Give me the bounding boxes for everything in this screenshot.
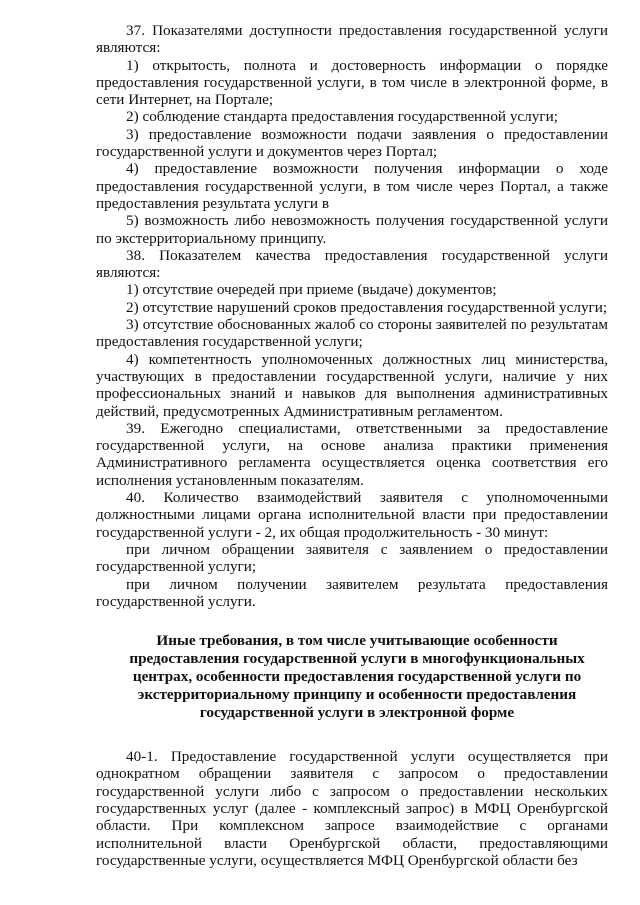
paragraph-40: 40. Количество взаимодействий заявителя с уполномоченными должностными лицами органа исполнительной власти при предоставлении государственной услуги - 2, их общая продолжительность - 30 минут: (96, 489, 608, 541)
list-item: 5) возможность либо невозможность получения государственной услуги по экстерриториальному принципу. (96, 212, 608, 247)
list-item: 4) компетентность уполномоченных должностных лиц министерства, участвующих в предоставлении государственной услуги, наличие у них профессиональных знаний и навыков для выполнения административных действий, предусмотренных Административным регламентом. (96, 350, 608, 420)
list-item: при личном получении заявителем результата предоставления государственной услуги. (96, 575, 608, 610)
section-heading: Иные требования, в том числе учитывающие особенности предоставления государственной услуги в многофункциональных центрах, особенности предоставления государственной услуги по экстерриториальному принципу и особенности предоставления государственной услуги в электронной форме (129, 632, 585, 722)
paragraph-40-1: 40-1. Предоставление государственной услуги осуществляется при однократном обращении заявителя с запросом о предоставлении государственной услуги либо с запросом о предоставлении нескольких государственных услуг (далее - комплексный запрос) в МФЦ Оренбургской области. При комплексном запросе взаимодействие с органами исполнительной власти Оренбургской области, предоставляющими государственные услуги, осуществляется МФЦ Оренбургской области без (96, 748, 608, 869)
paragraph-37: 37. Показателями доступности предоставления государственной услуги являются: (96, 22, 608, 57)
list-item: 2) соблюдение стандарта предоставления государственной услуги; (126, 108, 558, 126)
list-item: 1) открытость, полнота и достоверность информации о порядке предоставления государственной услуги, в том числе в электронной форме, в сети Интернет, на Портале; (96, 56, 608, 109)
paragraph-39: 39. Ежегодно специалистами, ответственными за предоставление государственной услуги, на основе анализа практики применения Административного регламента осуществляется оценка соответствия его исполнения установленным показателям. (96, 419, 608, 489)
list-item: 1) отсутствие очередей при приеме (выдаче) документов; (126, 281, 497, 299)
list-item: 4) предоставление возможности получения информации о ходе предоставления государственной услуги, в том числе через Портал, а также предоставления результата услуги в (96, 160, 608, 212)
list-item: 3) предоставление возможности подачи заявления о предоставлении государственной услуги и документов через Портал; (96, 125, 608, 161)
list-item: 3) отсутствие обоснованных жалоб со стороны заявителей по результатам предоставления государственной услуги; (96, 316, 608, 351)
paragraph-38: 38. Показателем качества предоставления государственной услуги являются: (96, 246, 608, 282)
list-item: при личном обращении заявителя с заявлением о предоставлении государственной услуги; (96, 540, 608, 576)
list-item: 2) отсутствие нарушений сроков предоставления государственной услуги; (126, 298, 608, 316)
